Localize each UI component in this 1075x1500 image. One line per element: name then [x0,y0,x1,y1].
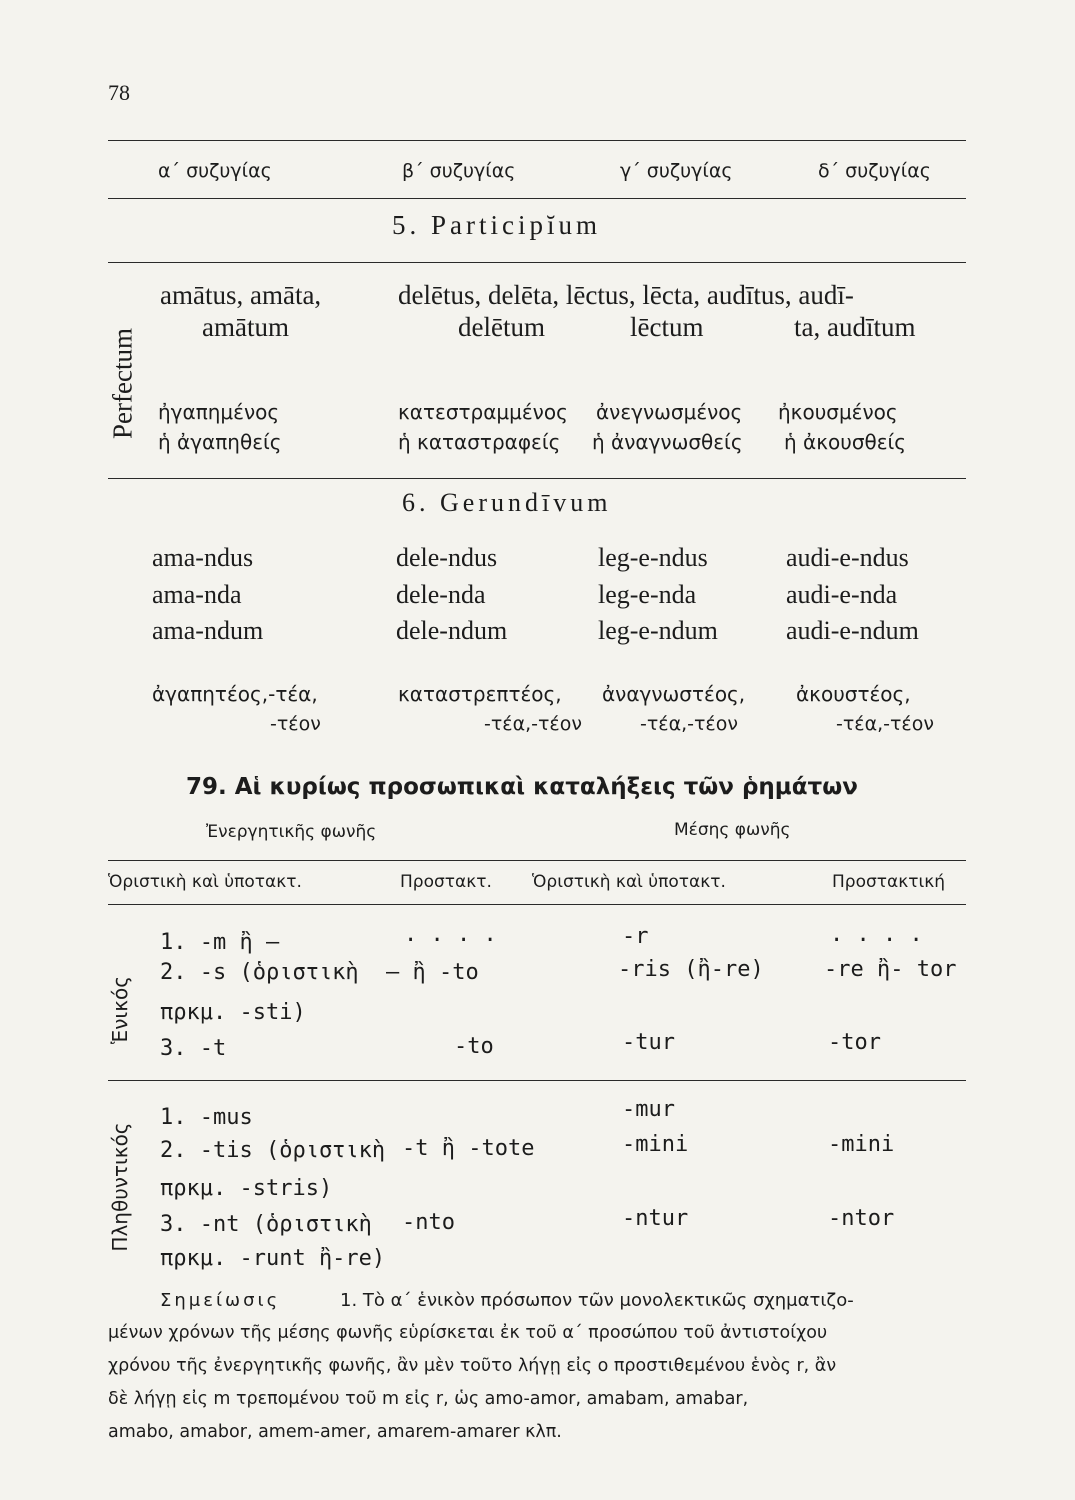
sg-2-middle-ind: -ris (ἢ-re) [618,957,764,982]
note-line-1: 1. Τὸ α΄ ἑνικὸν πρόσωπον τῶν μονολεκτικῶς σχηματιζο- [340,1290,854,1311]
sg-3-active-imp: -to [454,1034,494,1059]
plural-label: Πληθυντικός [108,1122,132,1252]
sg-1-middle-ind: -r [622,924,649,949]
pl-3-middle-ind: -ntur [622,1206,689,1231]
note-label: Σημείωσις [160,1290,281,1311]
perfectum-greek-1-4: ἠκουσμένος [778,400,898,424]
section79-title: 79. Αἱ κυρίως προσωπικαὶ καταλήξεις τῶν ῥημάτων [186,774,858,800]
section5-title: 5. Participĭum [392,210,601,240]
gerundive-3-4: audi-e-ndum [786,616,919,645]
gerundive-3-1: ama-ndum [152,616,264,645]
sg-3-middle-ind: -tur [622,1030,675,1055]
sg-3-active-ind: 3. -t [160,1036,227,1061]
rule-s79-top [108,860,966,861]
perfectum-latin-1-1: amātus, amāta, [160,280,322,310]
gerundive-2-4: audi-e-nda [786,580,898,609]
gerundive-2-2: dele-nda [396,580,486,609]
conj-header-1: α΄ συζυγίας [158,160,272,182]
rule-s79-header [108,904,966,905]
note-line-3: χρόνου τῆς ἐνεργητικῆς φωνῆς, ἂν μὲν τοῦτο λήγῃ εἰς o προστιθεμένου ἑνὸς r, ἂν [108,1356,837,1376]
gerundive-1-1: ama-ndus [152,543,254,572]
conj-header-4: δ΄ συζυγίας [818,160,931,182]
active-voice-label: Ἐνεργητικῆς φωνῆς [206,822,377,842]
perfectum-latin-2-1: amātum [202,312,289,342]
sg-1-middle-imp: · · · · [830,928,923,953]
gerundive-greek-2-1: -τέον [270,713,321,735]
perfectum-greek-2-1: ἡ ἀγαπηθείς [158,430,282,454]
gerundive-greek-2-2: -τέα,-τέον [484,713,582,735]
pl-2-middle-imp: -mini [828,1132,895,1157]
pl-3-active-imp: -nto [402,1210,455,1235]
perfectum-latin-2-2: delētum [458,312,545,342]
pl-2-active-ind: 2. -tis (ὁριστικὴ [160,1138,386,1163]
sg-1-active-ind: 1. -m ἢ — [160,930,280,955]
gerundive-greek-1-4: ἀκουστέος, [796,682,911,706]
col-header-1: Ὁριστικὴ καὶ ὑποτακτ. [108,872,302,892]
gerundive-2-1: ama-nda [152,580,242,609]
rule-s79-mid [108,1080,966,1081]
pl-2-perfect-note: πρκμ. -stris) [160,1176,333,1201]
perfectum-latin-1-2: delētus, delēta, lēctus, lēcta, audītus, audī- [398,280,854,310]
perfectum-latin-2-3: lēctum [630,312,704,342]
col-header-3: Ὁριστικὴ καὶ ὑποτακτ. [532,872,726,892]
col-header-2: Προστακτ. [400,872,492,892]
rule-s5-end [108,478,966,479]
gerundive-greek-1-2: καταστρεπτέος, [398,682,562,706]
gerundive-3-3: leg-e-ndum [598,616,718,645]
pl-2-active-imp: -t ἢ -tote [402,1136,535,1161]
middle-voice-label: Μέσης φωνῆς [674,820,791,840]
perfectum-greek-2-2: ἡ καταστραφείς [398,430,561,454]
pl-2-middle-ind: -mini [622,1132,689,1157]
sg-2-perfect-note: πρκμ. -sti) [160,1000,306,1025]
rule-header [108,198,966,199]
perfectum-greek-1-2: κατεστραμμένος [398,400,568,424]
gerundive-greek-2-4: -τέα,-τέον [836,713,934,735]
pl-3-perfect-note: πρκμ. -runt ἢ-re) [160,1246,386,1271]
gerundive-greek-1-3: ἀναγνωστέος, [602,682,746,706]
page-number: 78 [108,80,130,105]
rule-top [108,140,966,141]
pl-3-middle-imp: -ntor [828,1206,895,1231]
perfectum-greek-2-4: ἡ ἀκουσθείς [784,430,907,454]
rule-s5 [108,262,966,263]
conj-header-2: β΄ συζυγίας [402,160,516,182]
pl-1-middle-ind: -mur [622,1097,675,1122]
sg-2-active-imp: — ἢ -to [386,960,479,985]
perfectum-greek-2-3: ἡ ἀναγνωσθείς [592,430,743,454]
sg-3-middle-imp: -tor [828,1030,881,1055]
gerundive-1-4: audi-e-ndus [786,543,909,572]
gerundive-greek-1-1: ἀγαπητέος,-τέα, [152,682,318,706]
sg-2-active-ind: 2. -s (ὁριστικὴ [160,960,359,985]
note-line-5: amabo, amabor, amem-amer, amarem-amarer κλπ. [108,1422,562,1442]
conj-header-3: γ΄ συζυγίας [620,160,733,182]
perfectum-label: Perfectum [107,328,138,439]
singular-label: Ἑνικός [108,976,132,1044]
sg-1-active-imp: · · · · [404,928,497,953]
note-line-2: μένων χρόνων τῆς μέσης φωνῆς εὑρίσκεται ἐκ τοῦ α΄ προσώπου τοῦ ἀντιστοίχου [108,1323,828,1343]
perfectum-greek-1-3: ἀνεγνωσμένος [596,400,743,424]
section6-title: 6. Gerundīvum [402,488,612,517]
note-line-4: δὲ λήγῃ εἰς m τρεπομένου τοῦ m εἰς r, ὡς amo-amor, amabam, amabar, [108,1389,749,1409]
col-header-4: Προστακτική [832,872,945,892]
gerundive-1-3: leg-e-ndus [598,543,708,572]
pl-1-active-ind: 1. -mus [160,1105,253,1130]
gerundive-1-2: dele-ndus [396,543,498,572]
sg-2-middle-imp: -re ἢ- tor [824,957,957,982]
perfectum-greek-1-1: ἠγαπημένος [158,400,280,424]
perfectum-latin-2-4: ta, audītum [794,312,916,342]
pl-3-active-ind: 3. -nt (ὁριστικὴ [160,1212,372,1237]
gerundive-greek-2-3: -τέα,-τέον [640,713,738,735]
gerundive-3-2: dele-ndum [396,616,508,645]
gerundive-2-3: leg-e-nda [598,580,697,609]
